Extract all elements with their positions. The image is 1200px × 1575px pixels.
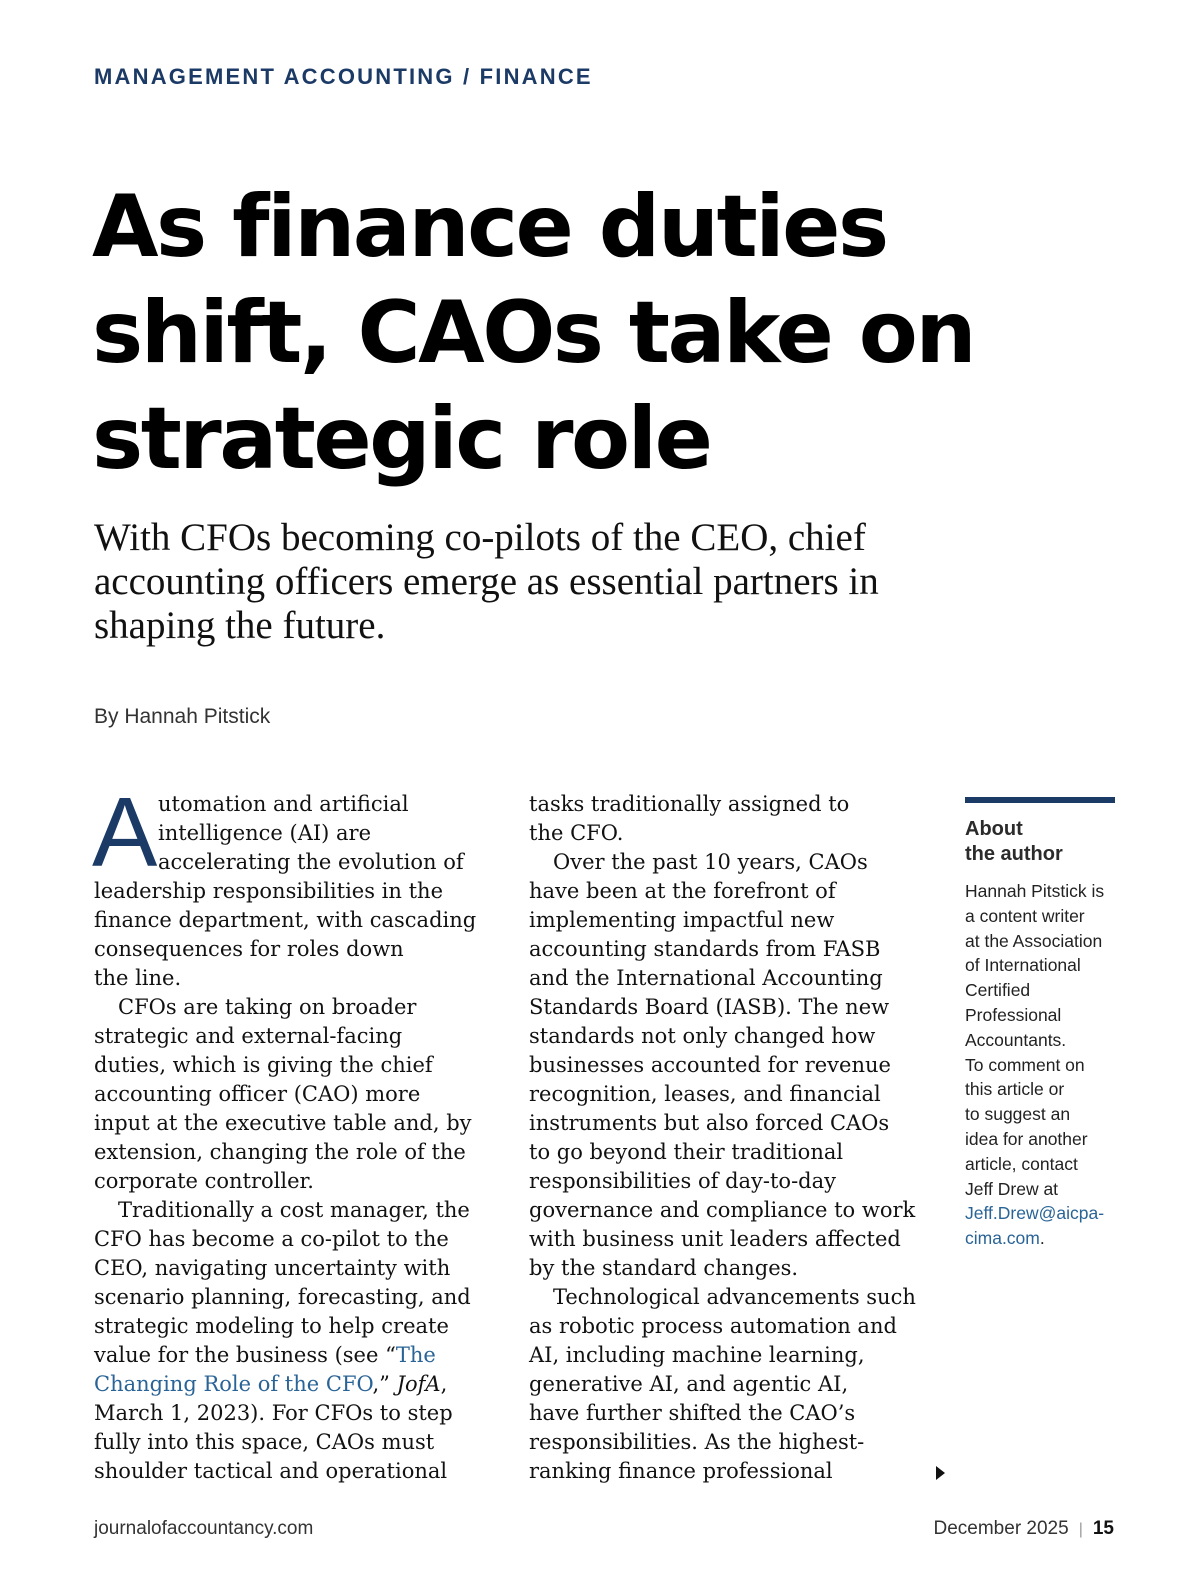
article-link[interactable]: Changing Role of the CFO <box>94 1372 373 1396</box>
text-line: idea for another <box>965 1128 1088 1149</box>
text-line: intelligence (AI) are <box>158 821 372 845</box>
page-number: 15 <box>1092 1518 1114 1539</box>
deck-line: With CFOs becoming co-pilots of the CEO, chief <box>94 516 866 559</box>
headline-line: As finance duties <box>92 177 887 277</box>
text-line: the line. <box>94 966 182 990</box>
text-line: the CFO. <box>529 821 624 845</box>
deck-subtitle <box>94 516 954 648</box>
text-line: at the Association <box>965 930 1103 951</box>
text-line: to suggest an <box>965 1104 1071 1125</box>
text-line <box>965 1201 1115 1226</box>
text-line: Certified <box>965 980 1031 1001</box>
text-line: Jeff Drew at <box>965 1178 1059 1199</box>
text-line: accounting standards from FASB <box>529 937 881 961</box>
text-line: fully into this space, CAOs must <box>94 1430 435 1454</box>
text-line: generative AI, and agentic AI, <box>529 1372 849 1396</box>
text-line: businesses accounted for revenue <box>529 1053 891 1077</box>
byline: By Hannah Pitstick <box>94 705 271 728</box>
text-line: recognition, leases, and financial <box>529 1082 881 1106</box>
footer-date: December 2025 <box>933 1518 1069 1539</box>
text-line: Technological advancements such <box>553 1285 916 1309</box>
footer-separator: | <box>1078 1521 1083 1538</box>
text-line: have been at the forefront of <box>529 879 836 903</box>
text-line: with business unit leaders affected <box>529 1227 901 1251</box>
sidebar-text <box>965 879 1115 1251</box>
email-link[interactable]: cima.com <box>965 1228 1040 1249</box>
email-link[interactable]: Jeff.Drew@aicpa- <box>965 1203 1105 1224</box>
text-line: duties, which is giving the chief <box>94 1053 433 1077</box>
text-line: have further shifted the CAO’s <box>529 1401 856 1425</box>
text-line: by the standard changes. <box>529 1256 799 1280</box>
paragraph <box>94 1196 494 1486</box>
text-line: extension, changing the role of the <box>94 1140 466 1164</box>
headline <box>92 174 1112 492</box>
text-line: and the International Accounting <box>529 966 883 990</box>
article-link[interactable]: The <box>395 1343 436 1367</box>
paragraph <box>529 1283 929 1486</box>
text-line: as robotic process automation and <box>529 1314 897 1338</box>
headline-line: strategic role <box>92 389 711 489</box>
paragraph <box>529 790 929 848</box>
text-line: AI, including machine learning, <box>529 1343 865 1367</box>
text-line <box>965 1226 1115 1251</box>
text-span: value for the business (see “ <box>94 1343 396 1367</box>
about-author-sidebar <box>965 797 1115 1251</box>
text-line: article, contact <box>965 1153 1078 1174</box>
text-line: to go beyond their traditional <box>529 1140 844 1164</box>
sidebar-title-line: About <box>965 818 1023 840</box>
paragraph <box>94 993 494 1196</box>
text-line: accounting officer (CAO) more <box>94 1082 421 1106</box>
text-line: leadership responsibilities in the <box>94 879 443 903</box>
text-line: responsibilities of day-to-day <box>529 1169 836 1193</box>
text-line: Professional <box>965 1004 1062 1025</box>
text-line: scenario planning, forecasting, and <box>94 1285 471 1309</box>
text-line: finance department, with cascading <box>94 908 477 932</box>
text-line: Traditionally a cost manager, the <box>118 1198 470 1222</box>
text-line: ranking finance professional <box>529 1459 833 1483</box>
text-line: standards not only changed how <box>529 1024 876 1048</box>
text-line: implementing impactful new <box>529 908 835 932</box>
text-line: tasks traditionally assigned to <box>529 792 850 816</box>
text-line: accelerating the evolution of <box>158 850 464 874</box>
text-line: Over the past 10 years, CAOs <box>553 850 868 874</box>
sidebar-title-line: the author <box>965 843 1063 865</box>
text-line: responsibilities. As the highest- <box>529 1430 865 1454</box>
text-line: Hannah Pitstick is <box>965 881 1105 901</box>
text-span: . <box>1039 1228 1045 1249</box>
sidebar-title <box>965 817 1115 867</box>
footer-info <box>934 1518 1115 1540</box>
text-line: Standards Board (IASB). The new <box>529 995 890 1019</box>
continue-arrow-icon <box>936 1466 945 1480</box>
text-span: , <box>440 1372 448 1396</box>
text-line: utomation and artificial <box>158 792 409 816</box>
section-label: MANAGEMENT ACCOUNTING / FINANCE <box>94 64 593 89</box>
text-line: corporate controller. <box>94 1169 314 1193</box>
text-line: strategic modeling to help create <box>94 1314 449 1338</box>
text-line: CFOs are taking on broader <box>118 995 417 1019</box>
journal-name: JofA <box>396 1372 441 1396</box>
text-line: To comment on <box>965 1054 1085 1075</box>
text-line: this article or <box>965 1079 1065 1100</box>
text-line: March 1, 2023). For CFOs to step <box>94 1401 453 1425</box>
paragraph <box>529 848 929 1283</box>
headline-line: shift, CAOs take on <box>92 283 975 383</box>
text-line: instruments but also forced CAOs <box>529 1111 890 1135</box>
text-line: consequences for roles down <box>94 937 404 961</box>
drop-cap: A <box>92 777 158 887</box>
text-line: governance and compliance to work <box>529 1198 916 1222</box>
footer-site: journalofaccountancy.com <box>94 1518 314 1539</box>
text-line: CFO has become a co-pilot to the <box>94 1227 449 1251</box>
text-line <box>94 1370 494 1399</box>
text-line: shoulder tactical and operational <box>94 1459 448 1483</box>
body-column-2 <box>529 790 929 1486</box>
deck-line: shaping the future. <box>94 604 386 647</box>
text-span: ,” <box>372 1372 397 1396</box>
text-line: Accountants. <box>965 1029 1067 1050</box>
text-line: a content writer <box>965 905 1085 926</box>
text-line: strategic and external-facing <box>94 1024 403 1048</box>
text-line <box>94 1341 494 1370</box>
body-column-1 <box>92 777 494 1486</box>
text-line: input at the executive table and, by <box>94 1111 472 1135</box>
text-line: CEO, navigating uncertainty with <box>94 1256 451 1280</box>
text-line: of International <box>965 955 1081 976</box>
deck-line: accounting officers emerge as essential partners in <box>94 560 879 603</box>
